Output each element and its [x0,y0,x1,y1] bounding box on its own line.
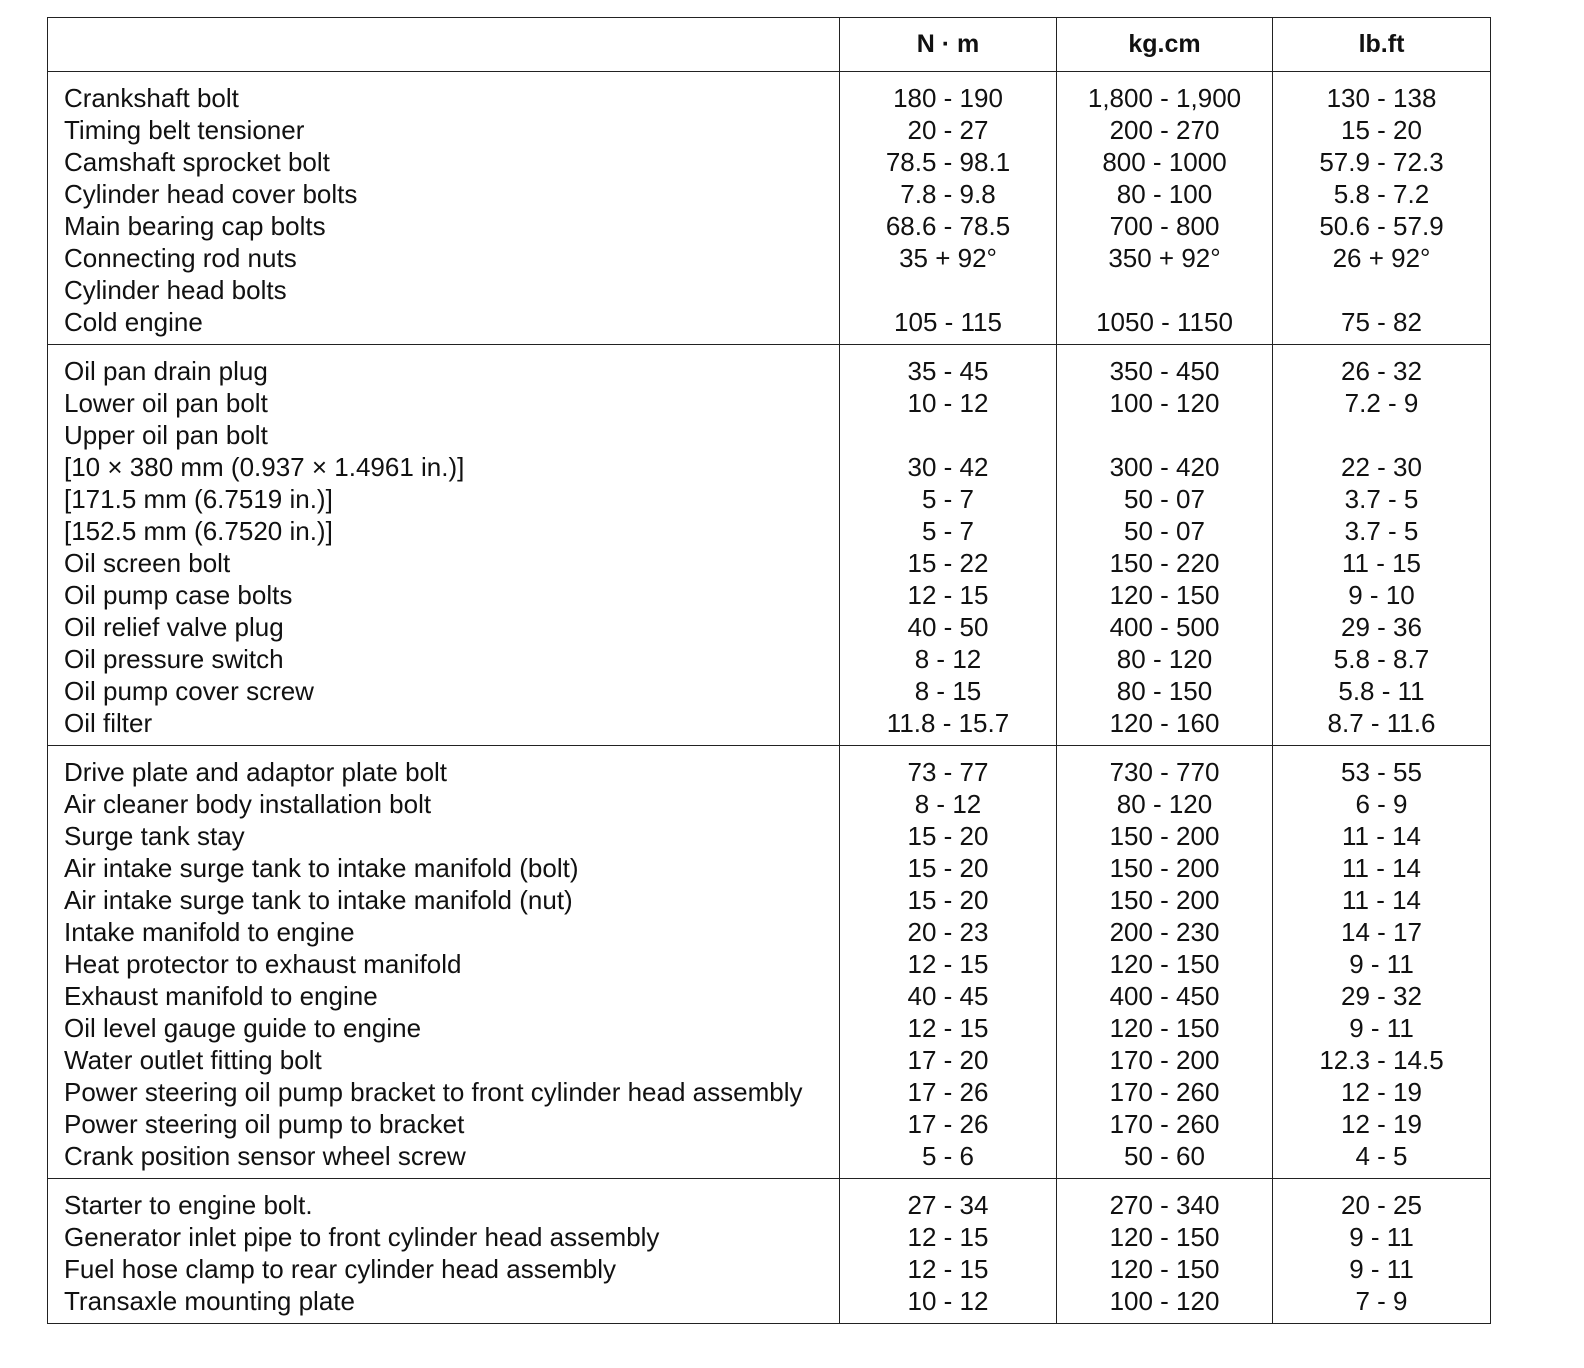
item-cell: Surge tank stay [64,821,245,851]
lbft-cell: 50.6 - 57.9 [1273,210,1491,242]
item-cell: Connecting rod nuts [64,243,297,273]
table-row [48,707,1491,746]
kgcm-cell: 300 - 420 [1057,451,1273,483]
kgcm-cell: 120 - 150 [1057,579,1273,611]
table-row [48,746,1491,789]
nm-cell: 15 - 22 [840,547,1057,579]
lbft-cell [1273,274,1491,306]
nm-cell: 30 - 42 [840,451,1057,483]
item-cell: Upper oil pan bolt [64,420,268,450]
table-row [48,515,1491,547]
kgcm-cell: 80 - 120 [1057,788,1273,820]
lbft-cell: 12.3 - 14.5 [1273,1044,1491,1076]
kgcm-cell: 700 - 800 [1057,210,1273,242]
lbft-cell: 130 - 138 [1273,72,1491,115]
table-row [48,675,1491,707]
lbft-cell: 14 - 17 [1273,916,1491,948]
table-row [48,980,1491,1012]
kgcm-cell: 120 - 150 [1057,1221,1273,1253]
kgcm-cell: 150 - 200 [1057,820,1273,852]
nm-cell: 8 - 12 [840,643,1057,675]
item-cell: Drive plate and adaptor plate bolt [64,757,448,787]
table-row [48,114,1491,146]
lbft-cell: 5.8 - 11 [1273,675,1491,707]
item-cell: Oil relief valve plug [64,612,284,642]
nm-cell: 27 - 34 [840,1179,1057,1222]
nm-cell: 5 - 7 [840,483,1057,515]
lbft-cell: 11 - 14 [1273,820,1491,852]
kgcm-cell: 1,800 - 1,900 [1057,72,1273,115]
lbft-cell: 12 - 19 [1273,1108,1491,1140]
lbft-cell: 3.7 - 5 [1273,483,1491,515]
kgcm-cell: 120 - 150 [1057,948,1273,980]
item-cell: Power steering oil pump bracket to front cylinder head assembly [64,1077,803,1107]
item-cell: Oil pump cover screw [64,676,314,706]
table-row [48,306,1491,345]
nm-cell: 11.8 - 15.7 [840,707,1057,746]
kgcm-cell: 400 - 500 [1057,611,1273,643]
nm-cell: 10 - 12 [840,1285,1057,1324]
nm-cell: 73 - 77 [840,746,1057,789]
kgcm-cell: 120 - 160 [1057,707,1273,746]
kgcm-cell: 170 - 260 [1057,1108,1273,1140]
kgcm-cell: 200 - 230 [1057,916,1273,948]
item-cell: Cold engine [48,306,840,345]
table-row [48,788,1491,820]
item-cell: Lower oil pan bolt [64,388,268,418]
lbft-cell: 7 - 9 [1273,1285,1491,1324]
header-row [48,18,1491,72]
table-row [48,579,1491,611]
nm-cell: 78.5 - 98.1 [840,146,1057,178]
item-cell: Oil pressure switch [64,644,284,674]
lbft-cell: 26 - 32 [1273,345,1491,388]
nm-cell: 12 - 15 [840,1253,1057,1285]
table-row [48,72,1491,115]
nm-cell: 40 - 50 [840,611,1057,643]
nm-cell: 17 - 20 [840,1044,1057,1076]
lbft-cell: 9 - 11 [1273,1221,1491,1253]
nm-cell [840,274,1057,306]
kgcm-cell: 100 - 120 [1057,387,1273,419]
lbft-cell: 75 - 82 [1273,306,1491,345]
table-row [48,242,1491,274]
table-header [48,18,1491,72]
table-row [48,1221,1491,1253]
lbft-cell: 11 - 14 [1273,852,1491,884]
nm-cell: 105 - 115 [840,306,1057,345]
item-cell: [152.5 mm (6.7520 in.)] [64,516,333,546]
kgcm-cell: 150 - 220 [1057,547,1273,579]
nm-cell: 12 - 15 [840,1012,1057,1044]
table-body [48,72,1491,1324]
nm-cell: 15 - 20 [840,884,1057,916]
kgcm-cell: 350 + 92° [1057,242,1273,274]
item-cell: Generator inlet pipe to front cylinder head assembly [64,1222,660,1252]
kgcm-cell [1057,274,1273,306]
kgcm-cell: 50 - 60 [1057,1140,1273,1179]
nm-cell: 15 - 20 [840,820,1057,852]
kgcm-cell: 200 - 270 [1057,114,1273,146]
nm-cell: 40 - 45 [840,980,1057,1012]
lbft-cell: 7.2 - 9 [1273,387,1491,419]
lbft-cell: 6 - 9 [1273,788,1491,820]
nm-cell: 20 - 27 [840,114,1057,146]
lbft-cell: 53 - 55 [1273,746,1491,789]
kgcm-cell: 270 - 340 [1057,1179,1273,1222]
item-cell: Crank position sensor wheel screw [48,1140,840,1179]
nm-cell: 17 - 26 [840,1076,1057,1108]
item-cell: Oil level gauge guide to engine [64,1013,422,1043]
lbft-cell: 5.8 - 7.2 [1273,178,1491,210]
table-row [48,1108,1491,1140]
item-cell: Crankshaft bolt [64,83,239,113]
table-row [48,1285,1491,1324]
item-cell: Oil pan drain plug [64,356,268,386]
lbft-cell: 9 - 10 [1273,579,1491,611]
item-cell: Intake manifold to engine [64,917,355,947]
kgcm-cell: 80 - 120 [1057,643,1273,675]
table-row [48,419,1491,451]
table-row [48,948,1491,980]
table-row [48,547,1491,579]
nm-cell: 35 - 45 [840,345,1057,388]
header-item [48,18,840,72]
lbft-cell: 12 - 19 [1273,1076,1491,1108]
item-cell: Transaxle mounting plate [64,1286,355,1316]
table-row [48,611,1491,643]
table-row [48,274,1491,306]
kgcm-cell: 80 - 100 [1057,178,1273,210]
kgcm-cell: 350 - 450 [1057,345,1273,388]
lbft-cell: 4 - 5 [1273,1140,1491,1179]
item-cell: Main bearing cap bolts [64,211,326,241]
item-cell: Starter to engine bolt. [64,1190,313,1220]
table-row [48,916,1491,948]
lbft-cell: 29 - 36 [1273,611,1491,643]
header-nm: N · m [840,18,1057,72]
item-cell: Fuel hose clamp to rear cylinder head assembly [64,1254,617,1284]
nm-cell [840,419,1057,451]
table-row [48,210,1491,242]
lbft-cell: 11 - 15 [1273,547,1491,579]
kgcm-cell: 50 - 07 [1057,515,1273,547]
nm-cell: 35 + 92° [840,242,1057,274]
item-cell: Air intake surge tank to intake manifold (nut) [64,885,573,915]
lbft-cell: 26 + 92° [1273,242,1491,274]
lbft-cell: 11 - 14 [1273,884,1491,916]
lbft-cell: 57.9 - 72.3 [1273,146,1491,178]
torque-spec-table [47,17,1491,1324]
nm-cell: 7.8 - 9.8 [840,178,1057,210]
nm-cell: 10 - 12 [840,387,1057,419]
nm-cell: 5 - 6 [840,1140,1057,1179]
header-kgcm: kg.cm [1057,18,1273,72]
kgcm-cell: 80 - 150 [1057,675,1273,707]
kgcm-cell: 400 - 450 [1057,980,1273,1012]
item-cell: Cylinder head cover bolts [64,179,358,209]
kgcm-cell: 1050 - 1150 [1057,306,1273,345]
kgcm-cell: 730 - 770 [1057,746,1273,789]
item-cell: Cylinder head bolts [64,275,287,305]
lbft-cell: 22 - 30 [1273,451,1491,483]
lbft-cell: 3.7 - 5 [1273,515,1491,547]
nm-cell: 12 - 15 [840,948,1057,980]
lbft-cell: 5.8 - 8.7 [1273,643,1491,675]
table-row [48,820,1491,852]
lbft-cell: 9 - 11 [1273,1012,1491,1044]
lbft-cell [1273,419,1491,451]
item-cell: Exhaust manifold to engine [64,981,378,1011]
table-row [48,451,1491,483]
item-cell: Heat protector to exhaust manifold [64,949,462,979]
kgcm-cell: 150 - 200 [1057,852,1273,884]
nm-cell: 20 - 23 [840,916,1057,948]
table-row [48,387,1491,419]
table-row [48,852,1491,884]
item-cell: Oil screen bolt [64,548,231,578]
kgcm-cell: 170 - 200 [1057,1044,1273,1076]
lbft-cell: 15 - 20 [1273,114,1491,146]
item-cell: Oil pump case bolts [64,580,293,610]
table-row [48,1076,1491,1108]
table-row [48,345,1491,388]
kgcm-cell: 50 - 07 [1057,483,1273,515]
lbft-cell: 9 - 11 [1273,1253,1491,1285]
lbft-cell: 8.7 - 11.6 [1273,707,1491,746]
table-row [48,1012,1491,1044]
nm-cell: 15 - 20 [840,852,1057,884]
item-cell: Water outlet fitting bolt [64,1045,322,1075]
nm-cell: 5 - 7 [840,515,1057,547]
table-row [48,178,1491,210]
nm-cell: 12 - 15 [840,1221,1057,1253]
table-row [48,483,1491,515]
kgcm-cell: 120 - 150 [1057,1253,1273,1285]
nm-cell: 68.6 - 78.5 [840,210,1057,242]
header-lbft: lb.ft [1273,18,1491,72]
table-row [48,1253,1491,1285]
lbft-cell: 20 - 25 [1273,1179,1491,1222]
table-row [48,643,1491,675]
nm-cell: 8 - 12 [840,788,1057,820]
nm-cell: 17 - 26 [840,1108,1057,1140]
item-cell: Timing belt tensioner [64,115,305,145]
kgcm-cell: 150 - 200 [1057,884,1273,916]
kgcm-cell: 100 - 120 [1057,1285,1273,1324]
table-row [48,884,1491,916]
kgcm-cell: 800 - 1000 [1057,146,1273,178]
item-cell: Camshaft sprocket bolt [64,147,330,177]
nm-cell: 8 - 15 [840,675,1057,707]
nm-cell: 12 - 15 [840,579,1057,611]
table-row [48,1179,1491,1222]
item-cell: [10 × 380 mm (0.937 × 1.4961 in.)] [64,452,465,482]
table-row [48,1140,1491,1179]
item-cell: [171.5 mm (6.7519 in.)] [64,484,333,514]
item-cell: Air intake surge tank to intake manifold (bolt) [64,853,579,883]
lbft-cell: 29 - 32 [1273,980,1491,1012]
table-row [48,1044,1491,1076]
table-row [48,146,1491,178]
item-cell: Power steering oil pump to bracket [64,1109,465,1139]
item-cell: Air cleaner body installation bolt [64,789,432,819]
nm-cell: 180 - 190 [840,72,1057,115]
kgcm-cell: 120 - 150 [1057,1012,1273,1044]
kgcm-cell [1057,419,1273,451]
lbft-cell: 9 - 11 [1273,948,1491,980]
item-cell: Oil filter [48,707,840,746]
kgcm-cell: 170 - 260 [1057,1076,1273,1108]
